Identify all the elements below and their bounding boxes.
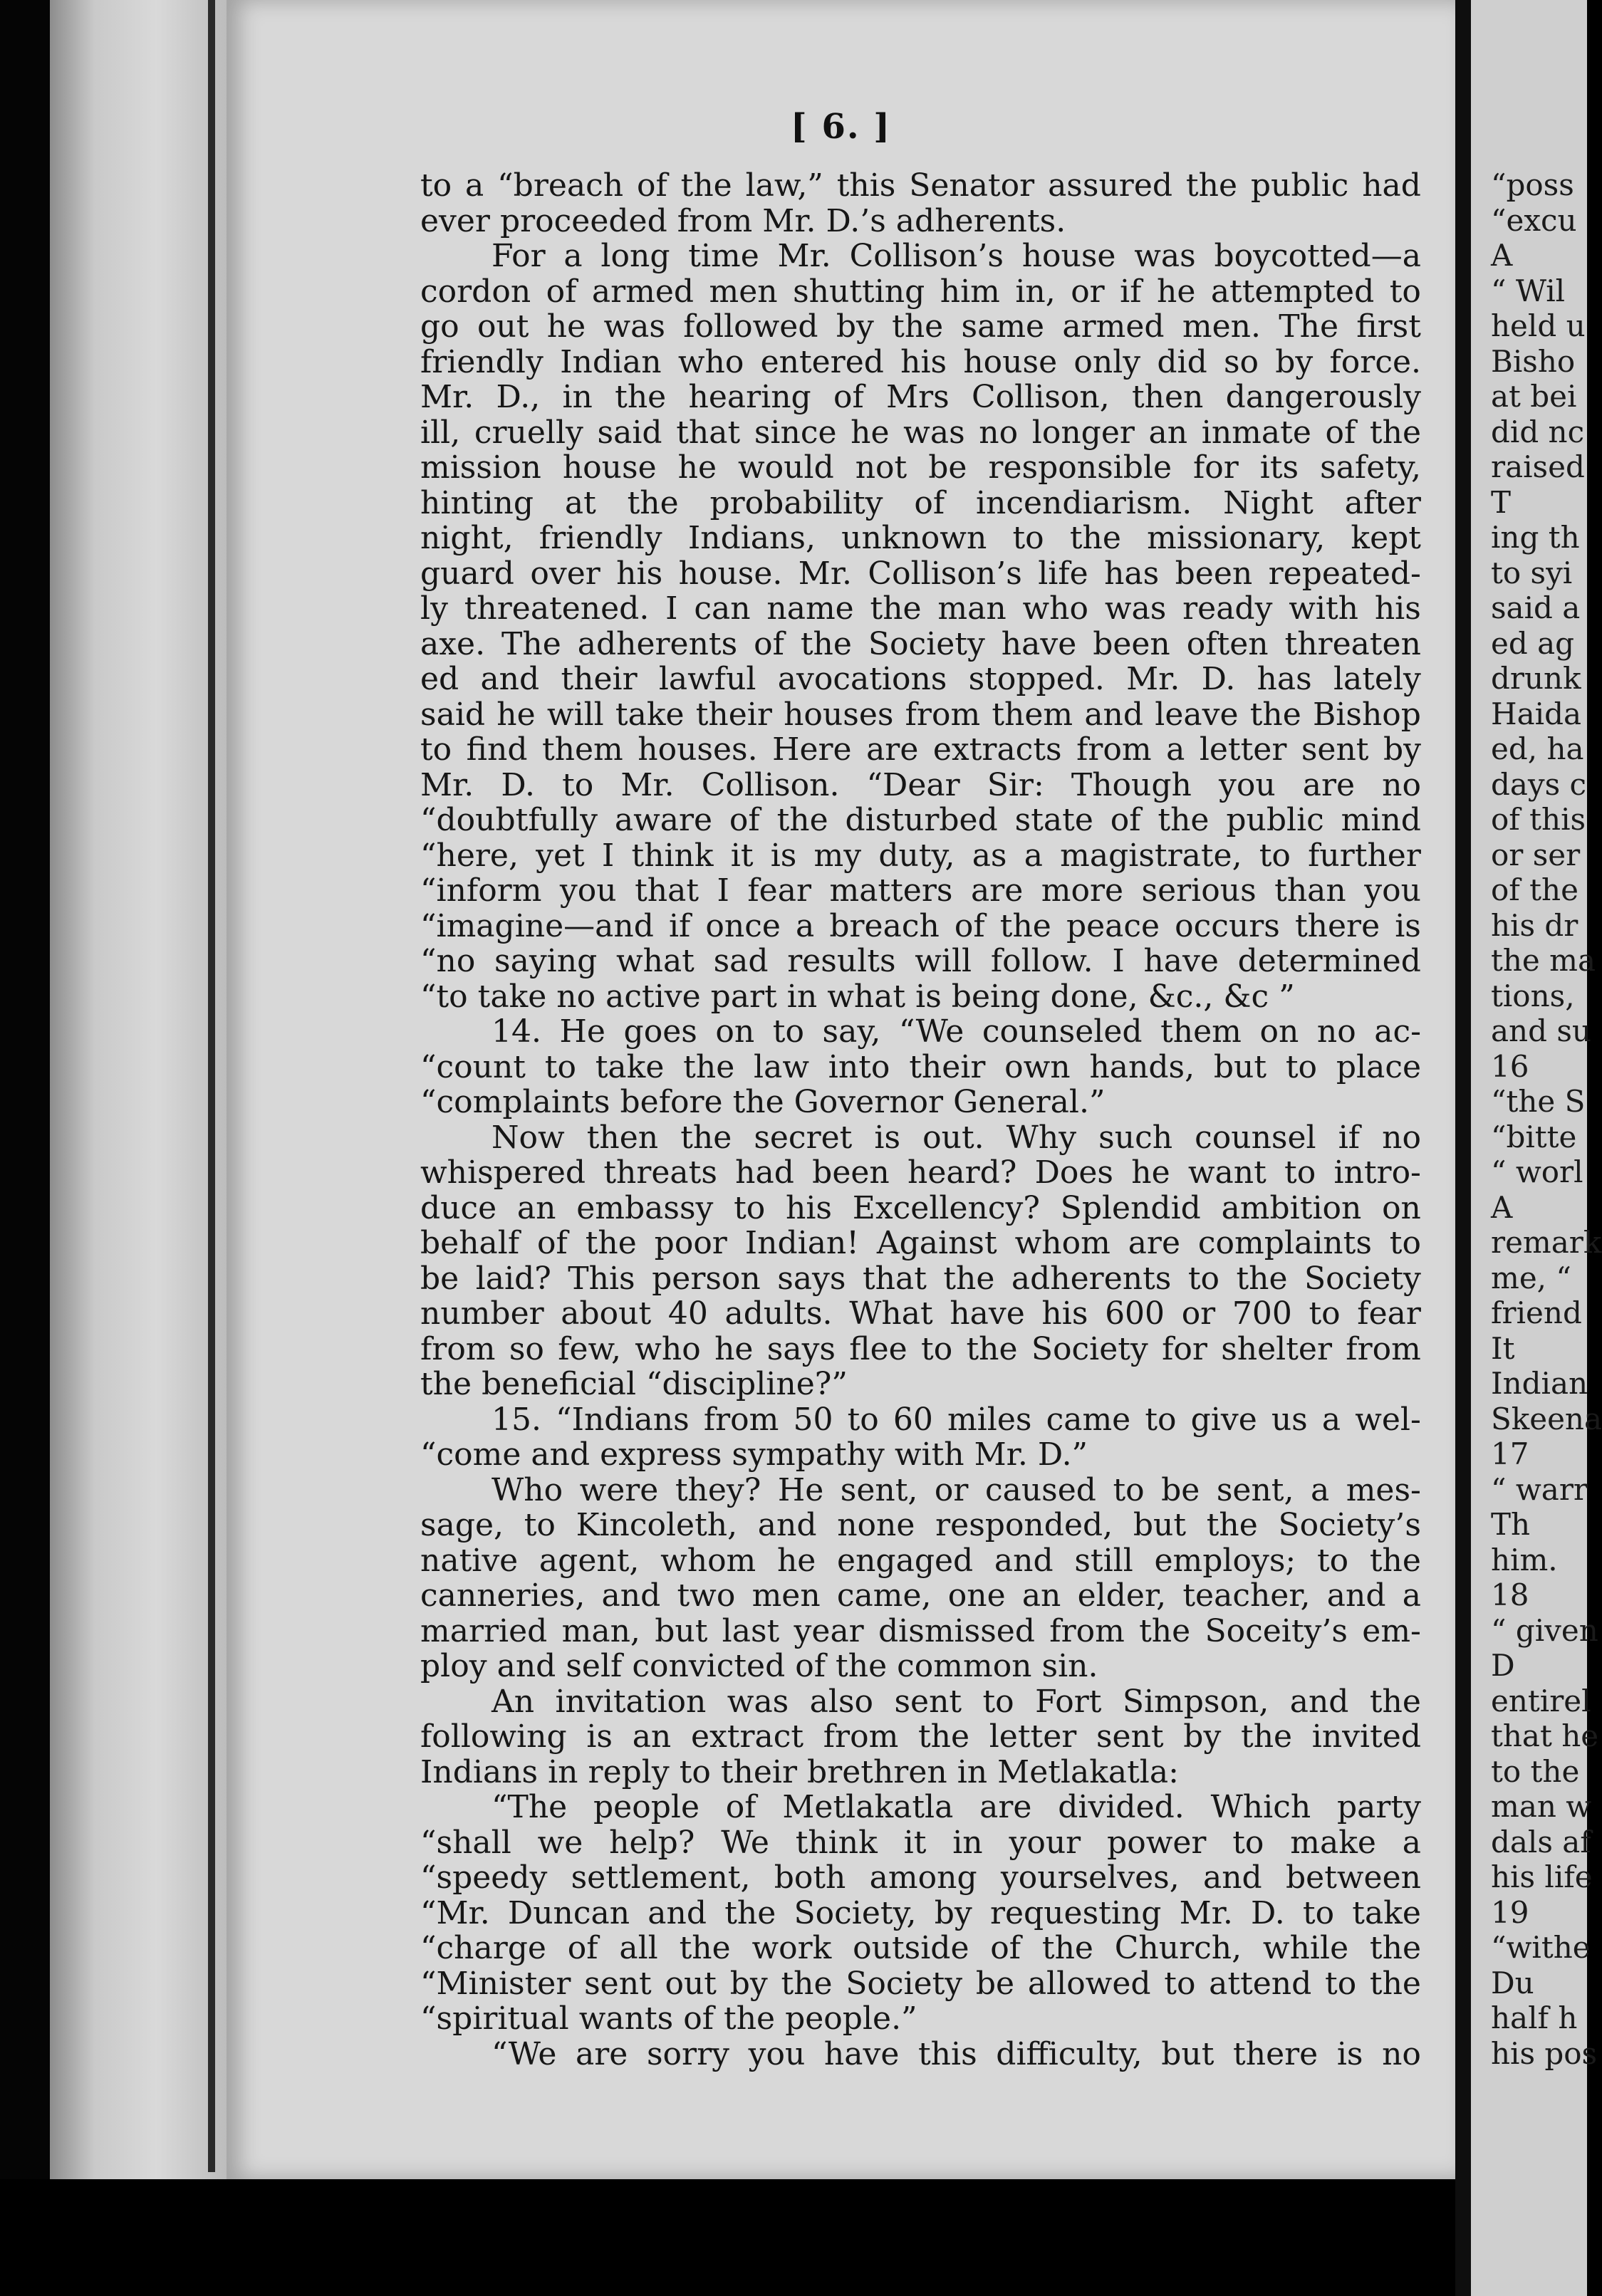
document-page (227, 0, 1455, 2179)
text-line: “doubtfully aware of the disturbed state of the public mind (420, 802, 1421, 838)
text-line: “to take no active part in what is being done, &c., &c ” (420, 978, 1295, 1015)
next-page-text-fragment: the ma (1491, 943, 1596, 978)
next-page-text-fragment: Skeena (1491, 1401, 1602, 1436)
text-line: duce an embassy to his Excellency? Splendid ambition on (420, 1189, 1421, 1226)
next-page-text-fragment: 18 (1491, 1577, 1529, 1612)
next-page-text-fragment: “bitte (1491, 1119, 1577, 1154)
text-line: Who were they? He sent, or caused to be sent, a mes- (491, 1471, 1421, 1508)
next-page-text-fragment: remark (1491, 1225, 1602, 1260)
next-page-text-fragment: and su (1491, 1013, 1591, 1048)
text-line: ed and their lawful avocations stopped. Mr. D. has lately (420, 661, 1421, 697)
text-line: go out he was followed by the same armed men. The first (420, 308, 1421, 345)
page-divider (1455, 0, 1471, 2296)
next-page-text-fragment: Haida (1491, 696, 1582, 731)
text-line: “count to take the law into their own hands, but to place (420, 1048, 1421, 1085)
text-line: from so few, who he says flee to the Society for shelter from (420, 1330, 1421, 1367)
next-page-text-fragment: T (1491, 484, 1512, 520)
text-line: night, friendly Indians, unknown to the missionary, kept (420, 520, 1421, 556)
text-line: mission house he would not be responsible for its safety, (420, 449, 1421, 486)
text-line: An invitation was also sent to Fort Simpson, and the (491, 1683, 1421, 1720)
text-line: ploy and self convicted of the common sin. (420, 1648, 1098, 1684)
next-page-text-fragment: “ given (1491, 1612, 1598, 1648)
text-line: Mr. D. to Mr. Collison. “Dear Sir: Though you are no (420, 766, 1421, 803)
next-page-text-fragment: that he (1491, 1718, 1599, 1753)
text-line: be laid? This person says that the adherents to the Society (420, 1260, 1421, 1297)
text-line: to find them houses. Here are extracts from a letter sent by (420, 731, 1421, 768)
next-page-text-fragment: at bei (1491, 379, 1577, 414)
next-page-text-fragment: held u (1491, 308, 1586, 343)
text-line: number about 40 adults. What have his 600 or 700 to fear (420, 1295, 1421, 1332)
next-page-text-fragment: entirel (1491, 1683, 1591, 1718)
text-line: sage, to Kincoleth, and none responded, but the Society’s (420, 1507, 1421, 1543)
text-line: “shall we help? We think it in your power to make a (420, 1824, 1421, 1861)
next-page-text-fragment: “ worl (1491, 1154, 1583, 1189)
next-page-text-fragment: his pos (1491, 2035, 1598, 2071)
text-line: the beneficial “discipline?” (420, 1366, 848, 1402)
text-line: “complaints before the Governor General.” (420, 1084, 1106, 1120)
text-line: “spiritual wants of the people.” (420, 2000, 917, 2037)
next-page-text-fragment: A (1491, 1189, 1513, 1225)
next-page-text-fragment: “the S (1491, 1084, 1586, 1119)
text-line: to a “breach of the law,” this Senator assured the public had (420, 167, 1421, 204)
text-line: For a long time Mr. Collison’s house was boycotted—a (491, 238, 1421, 274)
text-line: married man, but last year dismissed from the Soceity’s em- (420, 1612, 1421, 1649)
next-page-text-fragment: Du (1491, 1965, 1534, 2000)
next-page-text-fragment: did nc (1491, 414, 1585, 449)
next-page-text-fragment: ed ag (1491, 625, 1575, 661)
next-page-text-fragment: tions, (1491, 978, 1575, 1013)
text-line: guard over his house. Mr. Collison’s life has been repeated- (420, 555, 1421, 592)
gutter-line (208, 0, 215, 2172)
next-page-text-fragment: Bisho (1491, 343, 1576, 379)
text-line: “imagine—and if once a breach of the peace occurs there is (420, 907, 1421, 944)
next-page-text-fragment: A (1491, 238, 1513, 273)
next-page-text-fragment: to the (1491, 1753, 1580, 1789)
next-page-text-fragment: of this (1491, 802, 1586, 837)
next-page-text-fragment: raised (1491, 449, 1585, 484)
next-page-text-fragment: days c (1491, 766, 1587, 802)
next-page-text-fragment: “ warr (1491, 1471, 1588, 1507)
text-line: “inform you that I fear matters are more serious than you (420, 872, 1421, 909)
next-page-text-fragment: friend (1491, 1295, 1582, 1330)
text-line: following is an extract from the letter sent by the invited (420, 1718, 1421, 1755)
next-page-text-fragment: “excu (1491, 202, 1577, 238)
text-line: behalf of the poor Indian! Against whom are complaints to (420, 1225, 1421, 1261)
text-line: “here, yet I think it is my duty, as a magistrate, to further (420, 837, 1421, 874)
next-page-text-fragment: said a (1491, 590, 1581, 625)
text-line: Now then the secret is out. Why such counsel if no (491, 1119, 1421, 1156)
next-page-text-fragment: drunk (1491, 661, 1581, 696)
text-line: “Minister sent out by the Society be allowed to attend to the (420, 1965, 1421, 2002)
next-page-text-fragment: Indian (1491, 1366, 1588, 1401)
text-line: said he will take their houses from them and leave the Bishop (420, 696, 1421, 733)
text-line: Indians in reply to their brethren in Metlakatla: (420, 1753, 1179, 1790)
facing-page-edge (50, 0, 228, 2296)
body-text (420, 168, 1421, 2072)
next-page-text-fragment: It (1491, 1330, 1515, 1366)
next-page-text-fragment: 17 (1491, 1436, 1529, 1471)
next-page-text-fragment: me, “ (1491, 1260, 1571, 1295)
next-page-text-fragment: of the (1491, 872, 1578, 907)
next-page-text-fragment: “withe (1491, 1930, 1591, 1965)
next-page-text-fragment: man w (1491, 1789, 1592, 1824)
next-page-text-fragment: ing th (1491, 520, 1580, 555)
next-page-text-fragment: to syi (1491, 555, 1573, 590)
next-page-text-fragment: D (1491, 1648, 1515, 1683)
text-line: “speedy settlement, both among yourselves, and between (420, 1859, 1421, 1896)
text-line: “We are sorry you have this difficulty, but there is no (491, 2035, 1421, 2072)
text-line: axe. The adherents of the Society have been often threaten (420, 625, 1421, 662)
text-line: “The people of Metlakatla are divided. Which party (491, 1789, 1421, 1825)
next-page-text-fragment: him. (1491, 1542, 1558, 1577)
next-page-text-fragment: 16 (1491, 1048, 1529, 1084)
text-line: cordon of armed men shutting him in, or if he attempted to (420, 273, 1421, 310)
scan-edge-left (0, 0, 50, 2296)
text-line: friendly Indian who entered his house only did so by force. (420, 343, 1421, 380)
next-page-text-fragment: “ Wil (1491, 273, 1566, 308)
page-number: [ 6. ] (791, 107, 891, 147)
text-line: canneries, and two men came, one an elder, teacher, and a (420, 1577, 1421, 1614)
next-page-text-fragment: or ser (1491, 837, 1581, 872)
next-page-text-fragment: half h (1491, 2000, 1578, 2035)
text-line: “Mr. Duncan and the Society, by requesting Mr. D. to take (420, 1894, 1421, 1931)
text-line: native agent, whom he engaged and still employs; to the (420, 1542, 1421, 1579)
text-line: 15. “Indians from 50 to 60 miles came to give us a wel- (491, 1401, 1421, 1438)
text-line: “come and express sympathy with Mr. D.” (420, 1436, 1088, 1473)
next-page-text-fragment: ed, ha (1491, 731, 1584, 766)
text-line: ever proceeded from Mr. D.’s adherents. (420, 202, 1066, 239)
next-page-text-fragment: 19 (1491, 1894, 1529, 1930)
text-line: “no saying what sad results will follow. I have determined (420, 943, 1421, 979)
text-line: “charge of all the work outside of the Church, while the (420, 1930, 1421, 1966)
next-page-text-fragment: Th (1491, 1507, 1531, 1542)
next-page-fragment (1471, 0, 1602, 2296)
scan-bottom-band (0, 2179, 1455, 2296)
next-page-text-fragment: his dr (1491, 907, 1578, 943)
text-line: ly threatened. I can name the man who was ready with his (420, 590, 1421, 627)
text-line: 14. He goes on to say, “We counseled them on no ac- (491, 1013, 1421, 1050)
text-line: Mr. D., in the hearing of Mrs Collison, then dangerously (420, 379, 1421, 415)
next-page-text-fragment: his life (1491, 1859, 1593, 1894)
text-line: whispered threats had been heard? Does he want to intro- (420, 1154, 1421, 1191)
text-line: hinting at the probability of incendiarism. Night after (420, 484, 1421, 521)
text-line: ill, cruelly said that since he was no longer an inmate of the (420, 414, 1421, 451)
next-page-text-fragment: dals af (1491, 1824, 1591, 1859)
next-page-text-fragment: “poss (1491, 167, 1574, 202)
